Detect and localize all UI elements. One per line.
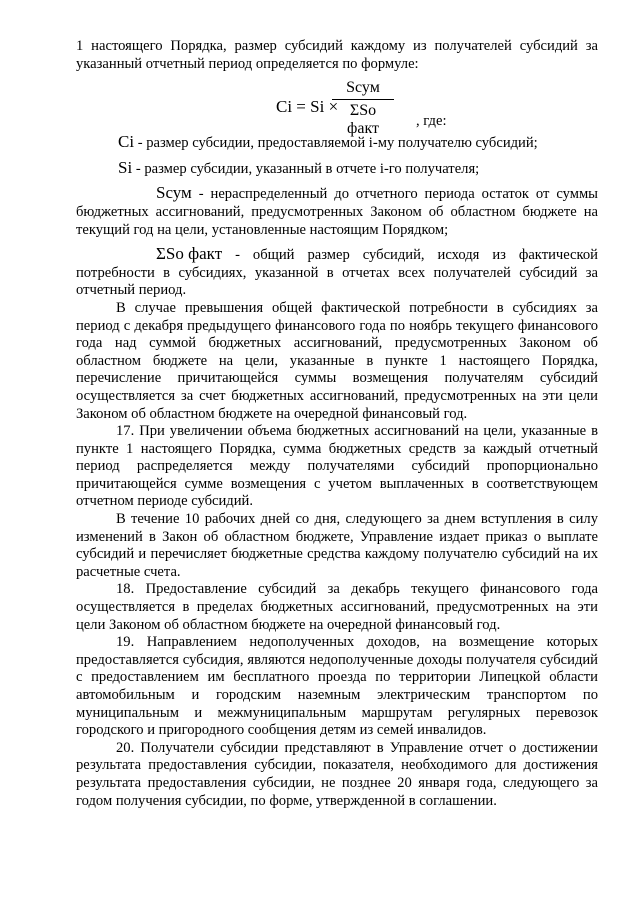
- definition-sfact: [76, 245, 598, 300]
- definition-text: - общий размер субсидий, исходя из фактической потребности в субсидиях, указанной в отчетах всех получателей субсидий за отчетный период.: [76, 247, 598, 299]
- definition-text: - размер субсидии, предоставляемой i-му получателю субсидий;: [137, 135, 538, 152]
- formula-denominator: ΣSo факт: [346, 102, 380, 138]
- subsidy-formula: [76, 73, 598, 138]
- formula-lhs: Ci = Si ×: [276, 97, 339, 117]
- formula-fraction: [332, 79, 394, 138]
- paragraph-18: 18. Предоставление субсидий за декабрь текущего финансового года осуществляется в пределах бюджетных ассигнований, предусмотренных на эти цели Законом об областном бюджете на очередной финансовый год.: [76, 581, 598, 633]
- document-page: [76, 38, 598, 810]
- formula-numerator: Sсум: [332, 79, 394, 100]
- intro-paragraph: 1 настоящего Порядка, размер субсидий каждому из получателей субсидий за указанный отчетный период определяется по формуле:: [76, 38, 598, 72]
- definition-symbol: Ci: [118, 132, 135, 152]
- definition-symbol: Sсум: [156, 183, 192, 203]
- definition-ssum: [76, 184, 598, 239]
- paragraph-17-term: В течение 10 рабочих дней со дня, следующего за днем вступления в силу изменений в Закон об областном бюджете, Управление издает приказ о выплате субсидий и перечисляет бюджетные средства каждому получателю субсидий на их расчетные счета.: [76, 511, 598, 580]
- definition-text: - размер субсидии, указанный в отчете i-го получателя;: [135, 160, 480, 177]
- definition-text: - нераспределенный до отчетного периода остаток от суммы бюджетных ассигнований, предусмотренных Законом об областном бюджете на текущий год на цели, установленные настоящим Порядком;: [76, 186, 598, 238]
- paragraph-excess: В случае превышения общей фактической потребности в субсидиях за период с декабря предыдущего финансового года по ноябрь текущего финансового года над суммой бюджетных ассигнований, предусмотренных Законом об областном бюджете на цели, указанные в пункте 1 настоящего Порядка, перечисление причитающейся суммы возмещения получателям субсидий осуществляется за счет бюджетных ассигнований, предусмотренных на эти цели Законом об областном бюджете на очередной финансовый год.: [76, 299, 598, 422]
- definition-symbol: Si: [118, 157, 133, 177]
- paragraph-19: 19. Направлением недополученных доходов, на возмещение которых предоставляется субсидия, являются недополученные доходы получателя субсидий с предоставлением им бесплатного проезда по территории Липецкой области автомобильным и городским наземным электрическим транспортом по муниципальным и межмуниципальным маршрутам регулярных перевозок городского и пригородного сообщения детям из семей инвалидов.: [76, 634, 598, 739]
- paragraph-17: 17. При увеличении объема бюджетных ассигнований на цели, указанные в пункте 1 настоящего Порядка, сумма бюджетных средств за каждый отчетный период распределяется между получателями субсидий пропорционально причитающейся сумме возмещения с учетом выплаченных в соответствующем отчетном периоде субсидий.: [76, 423, 598, 510]
- paragraph-20: 20. Получатели субсидии представляют в Управление отчет о достижении результата предоставления субсидии, показателя, необходимого для достижения результата предоставления субсидии, не позднее 20 января года, следующего за годом получения субсидии, по форме, утвержденной в соглашении.: [76, 739, 598, 809]
- definition-si: [76, 159, 598, 179]
- formula-where: , где:: [416, 113, 447, 130]
- definition-symbol: ΣSo факт: [156, 244, 223, 264]
